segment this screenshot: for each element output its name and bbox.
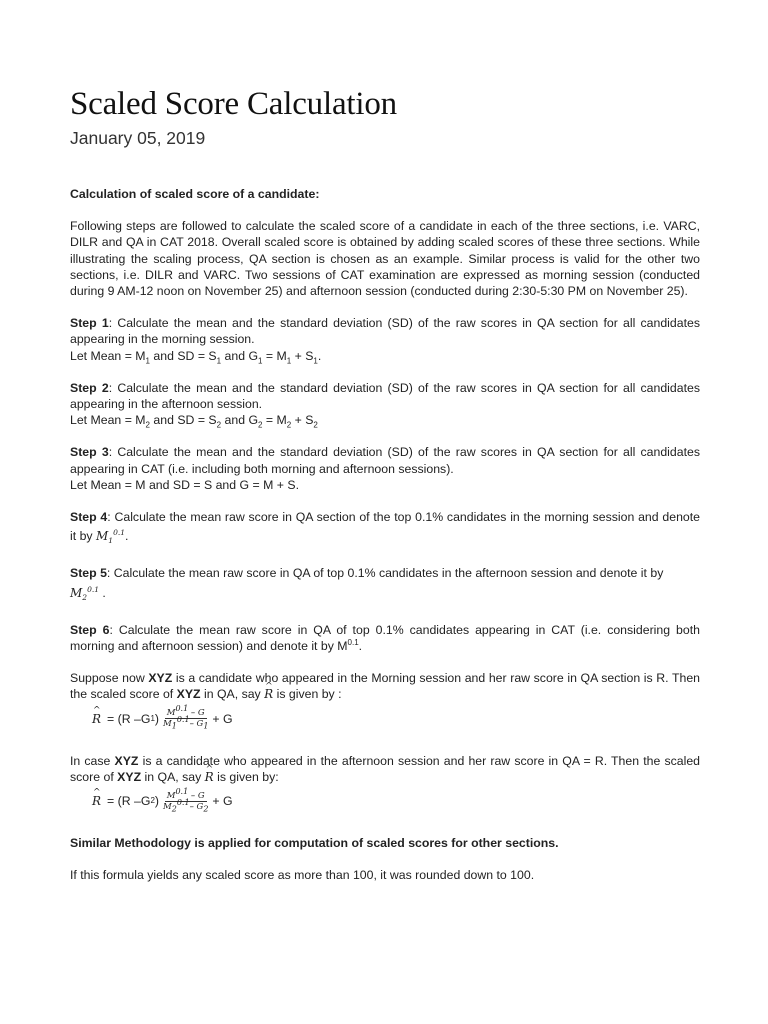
similar-methodology-note: Similar Methodology is applied for computation of scaled scores for other sections. xyxy=(70,836,559,851)
step-3-paragraph xyxy=(70,444,700,493)
step-4-paragraph: Step 4: Calculate the mean raw score in QA section of the top 0.1% candidates in the morning session and denote it by $M_1^{0.1}$. xyxy=(70,510,701,546)
step-6-paragraph: Step 6: Calculate the mean raw score in QA of top 0.1% candidates appearing in CAT (i.e. considering both morning and afternoon session) and denote it by $M^{0.1}$. xyxy=(70,622,700,654)
step-2-label: Step 2 xyxy=(70,380,109,395)
step-1-paragraph xyxy=(70,315,700,364)
footer-note: If this formula yields any scaled score as more than 100, it was rounded down to 100. xyxy=(70,868,535,883)
step-3-label: Step 3 xyxy=(70,445,109,460)
afternoon-fraction: $\frac{M^{0.1} - G}{M_2^{0.1}- G_2}$ xyxy=(163,786,209,814)
step-1-text: : Calculate the mean and the standard deviation (SD) of the raw scores in QA section for all candidates appearing in the morning session. xyxy=(70,316,700,347)
step-6-text: : Calculate the mean raw score in QA of top 0.1% candidates appearing in CAT (i.e. considering both morning and afternoon session) and denote it by M xyxy=(70,622,700,654)
step-5-symbol: $M_2^{0.1}$ xyxy=(70,584,100,602)
step-3-text: : Calculate the mean and the standard deviation (SD) of the raw scores in QA section for all candidates appearing in CAT (i.e. including both morning and afternoon sessions). xyxy=(70,445,700,476)
r-hat-symbol: ^ R xyxy=(264,687,273,701)
morning-fraction: $\frac{M^{0.1} - G}{M_1^{0.1}- G_1}$ xyxy=(163,704,209,731)
intro-paragraph: Following steps are followed to calculate the scaled score of a candidate in each of the three sections, i.e. VARC, DILR and QA in CAT 2018. Overall scaled score is obtained by adding scaled scores of these three sections. While illustrating the scaling process, QA section is chosen as an example. Similar process is valid for the other two sections, i.e. DILR and VARC. Two sessions of CAT examination are expressed as morning session (conducted during 9 AM-12 noon on November 25) and afternoon session (conducted during 2:30-5:30 PM on November 25). xyxy=(70,219,700,299)
step-5-label: Step 5 xyxy=(70,566,107,581)
step-5-paragraph: Step 5: Calculate the mean raw score in QA of top 0.1% candidates in the afternoon session and denote it by $M_2^{0.1}$ . xyxy=(70,566,664,602)
morning-formula: ^ R = (R –G 1 ) $\frac{M^{0.1} - G}{M_1^{0.1}- G_1}$ + G xyxy=(92,707,700,731)
step-5-text: : Calculate the mean raw score in QA of top 0.1% candidates in the afternoon session and denote it by xyxy=(106,566,664,581)
step-4-symbol: $M_1^{0.1}$ xyxy=(95,528,125,546)
step-4-label: Step 4 xyxy=(70,510,108,525)
incase-paragraph: In case XYZ is a candidate who appeared in the afternoon session and her raw score in QA = R. Then the scaled score of XYZ in QA, say ^ R is given by: xyxy=(70,753,700,785)
page-title: Scaled Score Calculation xyxy=(70,86,397,122)
step-1-label: Step 1 xyxy=(70,316,109,331)
afternoon-formula: ^ R = (R –G 2 ) $\frac{M^{0.1} - G}{M_2^{0.1}- G_2}$ + G xyxy=(92,789,700,813)
step-2-paragraph xyxy=(70,380,700,429)
step-4-text: : Calculate the mean raw score in QA section of the top 0.1% candidates in the morning session and denote it by xyxy=(70,510,701,544)
suppose-paragraph: Suppose now XYZ is a candidate who appeared in the Morning session and her raw score in QA section is R. Then the scaled score of XYZ in QA, say ^ R is given by : xyxy=(70,670,700,702)
step-2-let: Let Mean = $M_2$ and SD = $S_2$ and $G_2 = M_2 + S_2$ xyxy=(70,413,318,430)
publish-date: January 05, 2019 xyxy=(70,128,206,148)
step-2-text: : Calculate the mean and the standard deviation (SD) of the raw scores in QA section for all candidates appearing in the afternoon session. xyxy=(70,380,700,412)
document-body xyxy=(70,186,700,899)
section-heading: Calculation of scaled score of a candidate: xyxy=(70,187,320,201)
step-6-label: Step 6 xyxy=(70,622,110,637)
step-1-let: Let Mean = $M_1$ and SD = $S_1$ and $G_1 = M_1 + S_1$. xyxy=(70,348,322,366)
step-3-let: Let Mean = M and SD = S and G = M + S. xyxy=(70,477,299,492)
